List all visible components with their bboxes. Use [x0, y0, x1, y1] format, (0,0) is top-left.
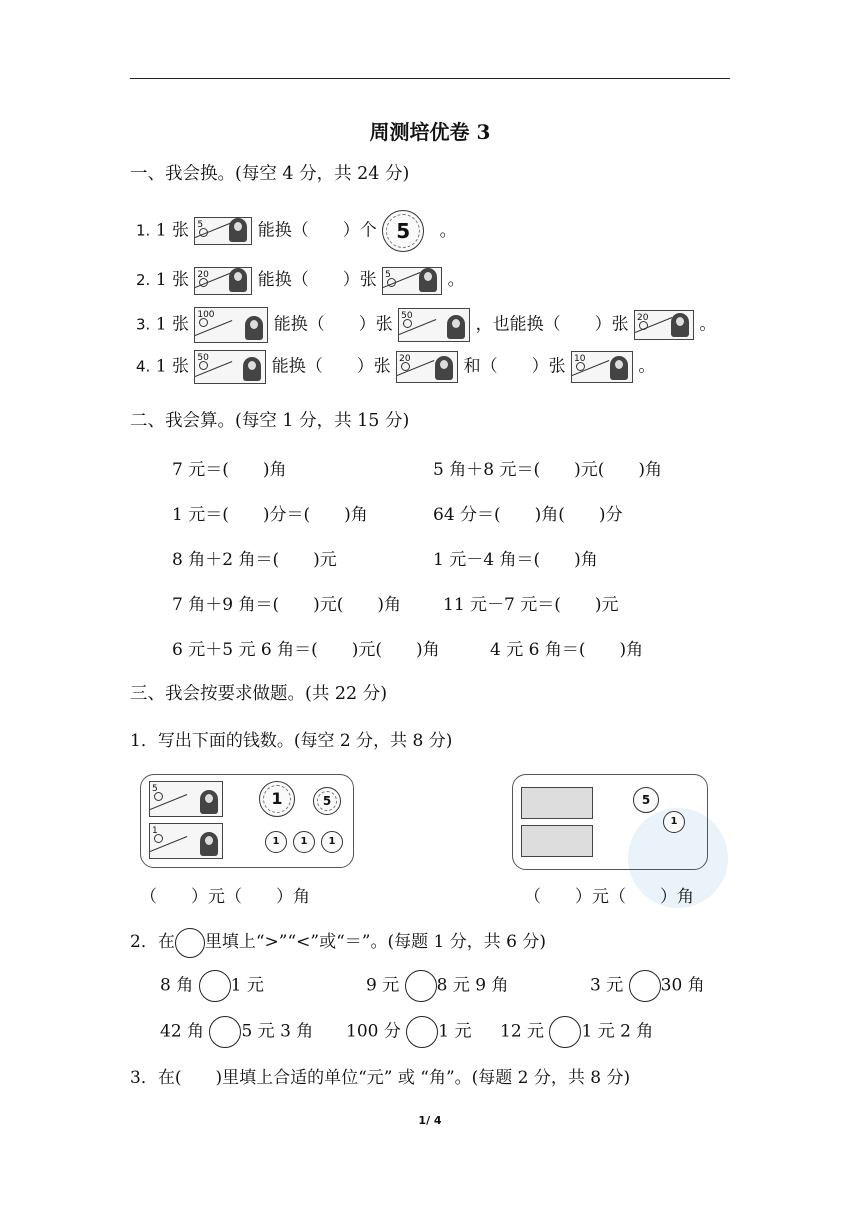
q3-number: 3. — [136, 315, 151, 334]
q3-end: 。 — [699, 314, 717, 335]
money-box-left — [140, 774, 354, 868]
s1-question-2 — [136, 265, 465, 295]
compare-2: 9 元 8 元 9 角 — [366, 970, 508, 1002]
banknote-20-jiao-icon: 20 — [194, 267, 252, 295]
compare-3: 3 元 30 角 — [590, 970, 705, 1002]
calc-1a: 7 元＝( )角 — [172, 460, 287, 480]
banknote-20-yuan-icon: 20 — [634, 310, 694, 340]
banknote-20-icon: 20 — [396, 351, 458, 383]
coin-1-yuan-icon: 1 — [259, 781, 295, 817]
q4-number: 4. — [136, 357, 151, 376]
coin-5-jiao-icon: 5 — [313, 787, 341, 815]
answer-circle[interactable] — [199, 970, 231, 1002]
money-box-right — [512, 774, 708, 870]
q2-number: 2. — [136, 271, 151, 289]
calc-4a: 7 角＋9 角＝( )元( )角 — [172, 595, 401, 615]
coin-1-jiao-icon: 1 — [663, 811, 685, 833]
coin-1-jiao-icon: 1 — [265, 831, 287, 853]
answer-circle[interactable] — [209, 1016, 241, 1048]
compare-4: 42 角 5 元 3 角 — [160, 1016, 313, 1048]
coin-5-jiao-icon: 5 — [633, 787, 659, 813]
banknote-1-jiao-icon — [521, 787, 593, 819]
banknote-1-yuan-icon: 1 — [149, 823, 223, 859]
banknote-5-yuan-icon: 5 — [149, 781, 223, 817]
calc-5b: 4 元 6 角＝( )角 — [490, 640, 644, 660]
calc-1b: 5 角＋8 元＝( )元( )角 — [433, 460, 662, 480]
answer-circle[interactable] — [406, 1016, 438, 1048]
q3-text-c: ，也能换（ ）张 — [475, 314, 629, 335]
calc-4b: 11 元－7 元＝( )元 — [443, 595, 619, 615]
banknote-5-yuan-icon: 5 — [382, 267, 442, 295]
coin-1-jiao-icon: 1 — [293, 831, 315, 853]
q2-end: 。 — [447, 270, 465, 290]
q1-end: 。 — [439, 220, 457, 241]
banknote-10-icon: 10 — [571, 351, 633, 383]
compare-5: 100 分 1 元 — [346, 1016, 472, 1048]
page-title: 周测培优卷 3 — [369, 120, 491, 144]
coin-1-jiao-icon: 1 — [321, 831, 343, 853]
q1-text-b: 能换（ ）个 — [257, 220, 377, 241]
answer-right: （ ）元（ ）角 — [524, 887, 694, 907]
part-1-prompt: 1．写出下面的钱数。(每空 2 分，共 8 分) — [130, 731, 453, 751]
calc-3a: 8 角＋2 角＝( )元 — [172, 550, 337, 570]
q4-text-b: 能换（ ）张 — [271, 356, 391, 377]
q2-text-a: 1 张 — [155, 270, 189, 290]
compare-circle-icon — [175, 928, 205, 958]
answer-circle[interactable] — [405, 970, 437, 1002]
banknote-1-jiao-icon — [521, 825, 593, 857]
banknote-50-icon: 50 — [194, 350, 266, 384]
compare-6: 12 元 1 元 2 角 — [500, 1016, 653, 1048]
section-2-heading: 二、我会算。(每空 1 分，共 15 分) — [130, 411, 410, 431]
answer-circle[interactable] — [629, 970, 661, 1002]
q2-text-b: 能换（ ）张 — [257, 270, 377, 290]
q1-number: 1. — [136, 221, 151, 240]
q4-text-a: 1 张 — [155, 356, 189, 377]
s1-question-3 — [136, 307, 716, 343]
banknote-5-jiao-icon: 5 — [194, 217, 252, 245]
top-rule — [130, 78, 730, 79]
section-3-heading: 三、我会按要求做题。(共 22 分) — [130, 684, 388, 704]
compare-1: 8 角 1 元 — [160, 970, 264, 1002]
calc-2a: 1 元＝( )分＝( )角 — [172, 505, 368, 525]
answer-circle[interactable] — [549, 1016, 581, 1048]
q4-text-c: 和（ ）张 — [463, 356, 566, 377]
q1-text-a: 1 张 — [155, 220, 189, 241]
coin-5-jiao-icon: 5 — [382, 210, 424, 252]
calc-2b: 64 分＝( )角( )分 — [433, 505, 623, 525]
s1-question-1 — [136, 210, 457, 252]
calc-3b: 1 元－4 角＝( )角 — [433, 550, 598, 570]
q3-text-a: 1 张 — [155, 314, 189, 335]
section-1-heading: 一、我会换。(每空 4 分，共 24 分) — [130, 164, 410, 184]
page-number: 1/ 4 — [418, 1114, 442, 1127]
q4-end: 。 — [638, 356, 656, 377]
part-3-prompt: 3．在( )里填上合适的单位“元” 或 “角”。(每题 2 分，共 8 分) — [130, 1068, 631, 1088]
answer-left: （ ）元（ ）角 — [140, 887, 310, 907]
calc-5a: 6 元＋5 元 6 角＝( )元( )角 — [172, 640, 440, 660]
banknote-100-yuan-icon: 100 — [194, 307, 268, 343]
q3-text-b: 能换（ ）张 — [273, 314, 393, 335]
banknote-50-yuan-icon: 50 — [398, 308, 470, 342]
part-2-prompt: 2．在 里填上“>”“<”或“＝”。(每题 1 分，共 6 分) — [130, 927, 546, 958]
s1-question-4 — [136, 350, 655, 384]
